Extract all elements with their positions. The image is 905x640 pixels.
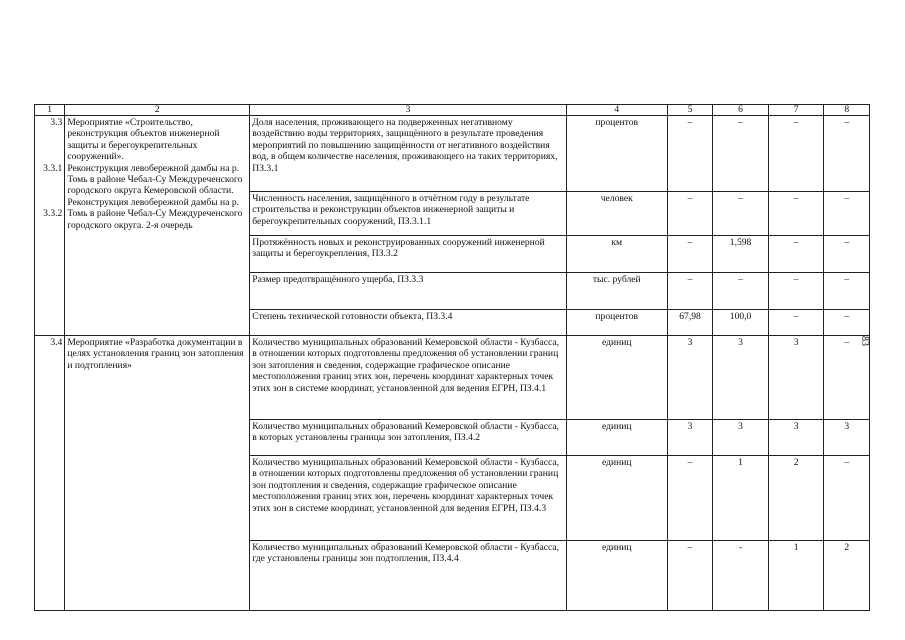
indicator-value: – bbox=[824, 116, 870, 192]
indicator-value: 3 bbox=[667, 420, 712, 456]
indicator-name: Доля населения, проживающего на подверженных негативному воздействию воды территориях, защищённого в результате проведения мероприятий по повышению защищённости от негативного воздействия вод, в общем количестве населения, проживающего на таких территориях, ПЗ.3.1 bbox=[250, 116, 566, 192]
indicator-name: Количество муниципальных образований Кемеровской области - Кузбасса, где установлены границы зон подтопления, ПЗ.4.4 bbox=[250, 541, 566, 611]
section-code-cell bbox=[35, 336, 65, 611]
event-subitem: Реконструкция левобережной дамбы на р. Томь в районе Чебал-Су Междуреченского городского округа Кемеровской области. bbox=[67, 162, 243, 197]
column-number: 4 bbox=[566, 105, 667, 116]
indicator-name: Протяжённость новых и реконструированных сооружений инженерной защиты и берегоукрепления, ПЗ.3.2 bbox=[250, 236, 566, 273]
section-code-cell bbox=[35, 116, 65, 336]
indicator-unit: км bbox=[566, 236, 667, 273]
indicator-value: 3 bbox=[768, 336, 824, 420]
event-title: Мероприятие «Строительство, реконструкция объектов инженерной защиты и берегоукрепительных сооружений». bbox=[67, 117, 220, 163]
page-number: 83 bbox=[859, 336, 870, 346]
indicator-name: Количество муниципальных образований Кемеровской области - Кузбасса, в отношении которых подготовлены предложения об установлении границ зон подтопления и сведения, содержащие графическое описание местоположения границ этих зон, перечень координат характерных точек этих зон в системе координат, установленной для ведения ЕГРН, ПЗ.4.3 bbox=[250, 456, 566, 541]
indicator-value: – bbox=[768, 273, 824, 310]
indicator-value: – bbox=[667, 456, 712, 541]
column-number: 1 bbox=[35, 105, 65, 116]
column-number: 2 bbox=[65, 105, 250, 116]
column-number: 5 bbox=[667, 105, 712, 116]
indicator-name: Количество муниципальных образований Кемеровской области - Кузбасса, в отношении которых подготовлены предложения об установлении границ зон затопления и сведения, содержащие графическое описание местоположения границ этих зон, перечень координат характерных точек этих зон в системе координат, установленной для ведения ЕГРН, ПЗ.4.1 bbox=[250, 336, 566, 420]
indicator-value: – bbox=[768, 116, 824, 192]
event-title: Мероприятие «Разработка документации в целях установления границ зон затопления и подтопления» bbox=[67, 337, 244, 371]
indicator-value: 3 bbox=[713, 336, 769, 420]
indicator-value: – bbox=[768, 192, 824, 236]
event-description-cell bbox=[65, 336, 250, 611]
section-code: 3.4 bbox=[50, 337, 63, 348]
indicator-value: 1 bbox=[768, 541, 824, 611]
event-subitem: Реконструкция левобережной дамбы на р. Томь в районе Чебал-Су Междуреченского городского округа. 2-я очередь bbox=[67, 196, 243, 231]
indicator-value: 3 bbox=[824, 420, 870, 456]
indicators-table bbox=[34, 104, 870, 611]
indicator-name: Размер предотвращённого ущерба, ПЗ.3.3 bbox=[250, 273, 566, 310]
table-row bbox=[35, 336, 870, 420]
indicator-unit: единиц bbox=[566, 456, 667, 541]
indicator-value: – bbox=[768, 310, 824, 336]
indicator-name: Количество муниципальных образований Кемеровской области - Кузбасса, в которых установлены границы зон затопления, ПЗ.4.2 bbox=[250, 420, 566, 456]
indicator-value: 67,98 bbox=[667, 310, 712, 336]
indicator-unit: единиц bbox=[566, 336, 667, 420]
indicator-value: 1,598 bbox=[713, 236, 769, 273]
indicator-value: – bbox=[667, 273, 712, 310]
indicator-value: – bbox=[824, 192, 870, 236]
indicator-value: – bbox=[768, 236, 824, 273]
section-code: 3.3 bbox=[50, 117, 63, 128]
indicator-value: – bbox=[824, 310, 870, 336]
table-row bbox=[35, 116, 870, 192]
indicator-value: – bbox=[713, 192, 769, 236]
column-number: 6 bbox=[713, 105, 769, 116]
indicator-value: – bbox=[667, 541, 712, 611]
indicator-value: – bbox=[713, 116, 769, 192]
indicator-value: – bbox=[667, 236, 712, 273]
section-code: 3.3.1 bbox=[43, 162, 63, 174]
indicator-value: 3 bbox=[768, 420, 824, 456]
indicator-name: Степень технической готовности объекта, ПЗ.3.4 bbox=[250, 310, 566, 336]
indicator-unit: процентов bbox=[566, 116, 667, 192]
column-number: 3 bbox=[250, 105, 566, 116]
indicator-value: – bbox=[824, 273, 870, 310]
indicator-value: 3 bbox=[713, 420, 769, 456]
event-description-cell bbox=[65, 116, 250, 336]
column-number: 7 bbox=[768, 105, 824, 116]
indicator-value: 1 bbox=[713, 456, 769, 541]
indicator-unit: процентов bbox=[566, 310, 667, 336]
indicator-unit: человек bbox=[566, 192, 667, 236]
column-number-row bbox=[35, 105, 870, 116]
indicator-unit: единиц bbox=[566, 420, 667, 456]
indicator-value: – bbox=[824, 336, 870, 420]
indicator-value: 2 bbox=[768, 456, 824, 541]
indicator-unit: единиц bbox=[566, 541, 667, 611]
section-code: 3.3.2 bbox=[43, 208, 63, 220]
indicator-value: 2 bbox=[824, 541, 870, 611]
indicator-name: Численность населения, защищённого в отчётном году в результате строительства и реконструкции объектов инженерной защиты и берегоукрепительных сооружений, ПЗ.3.1.1 bbox=[250, 192, 566, 236]
indicator-value: – bbox=[667, 116, 712, 192]
indicator-value: – bbox=[824, 456, 870, 541]
indicator-value: – bbox=[667, 192, 712, 236]
column-number: 8 bbox=[824, 105, 870, 116]
indicator-value: 3 bbox=[667, 336, 712, 420]
indicator-value: 100,0 bbox=[713, 310, 769, 336]
indicator-unit: тыс. рублей bbox=[566, 273, 667, 310]
indicator-value: – bbox=[824, 236, 870, 273]
indicator-value: - bbox=[713, 541, 769, 611]
indicator-value: – bbox=[713, 273, 769, 310]
